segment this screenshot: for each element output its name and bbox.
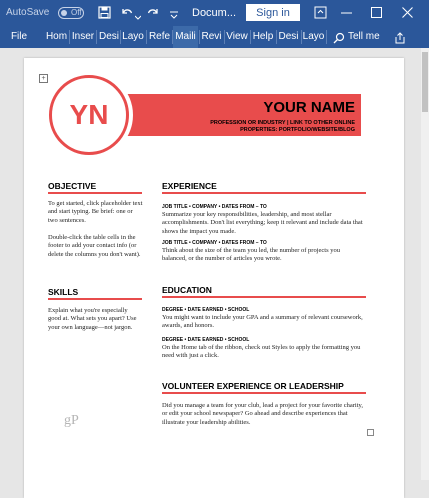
objective-rule (48, 192, 142, 194)
volunteer-heading[interactable]: VOLUNTEER EXPERIENCE OR LEADERSHIP (162, 381, 344, 391)
customize-icon[interactable] (170, 7, 178, 25)
volunteer-rule (162, 392, 366, 394)
properties-line[interactable]: PROPERTIES: PORTFOLIO/WEBSITE/BLOG (240, 127, 355, 133)
tab-separator (146, 30, 147, 44)
objective-heading[interactable]: OBJECTIVE (48, 181, 97, 191)
experience-job-1-text[interactable]: Summarize your key responsibilities, leadership, and most stellar accomplishments. Don't list everything; keep it relevant and include data that shows the impact you made. (162, 211, 363, 235)
autosave-state: Off (71, 8, 82, 17)
scrollbar-thumb[interactable] (422, 52, 428, 112)
search-icon[interactable] (333, 31, 345, 49)
table-resize-handle[interactable] (367, 429, 374, 436)
document-title: Docum... (192, 7, 237, 19)
objective-text[interactable]: To get started, click placeholder text and start typing. Be brief: one or two sentences. (48, 200, 143, 224)
toggle-knob (61, 10, 67, 16)
undo-dropdown-icon[interactable] (135, 8, 141, 26)
autosave-toggle[interactable] (58, 7, 84, 19)
ribbon-display-icon[interactable] (314, 6, 327, 24)
tab-separator (326, 30, 327, 44)
volunteer-text[interactable]: Did you manage a team for your club, lead a project for your favorite charity, or edit your school newspaper? Go ahead and describe experiences that illustrate your leadership abilities. (162, 402, 363, 426)
education-1-title[interactable]: DEGREE • DATE EARNED • SCHOOL (162, 307, 250, 313)
tab-layout[interactable]: Layo (122, 31, 144, 42)
experience-job-2-text[interactable]: Think about the size of the team you led, the number of projects you balanced, or the number of articles you wrote. (162, 247, 340, 263)
table-move-handle-icon[interactable]: + (39, 74, 48, 83)
objective-text-2[interactable]: Double-click the table cells in the footer to add your contact info (or delete the columns you don't want). (48, 234, 141, 258)
resume-name[interactable]: YOUR NAME (263, 99, 355, 116)
close-icon[interactable] (401, 6, 414, 24)
tab-view[interactable]: View (226, 31, 248, 42)
minimize-icon[interactable] (340, 6, 353, 24)
save-icon[interactable] (98, 6, 111, 24)
tab-separator (69, 30, 70, 44)
autosave-label: AutoSave (6, 7, 50, 18)
tab-design[interactable]: Desi (98, 31, 119, 42)
skills-heading[interactable]: SKILLS (48, 287, 79, 297)
skills-rule (48, 298, 142, 300)
tab-separator (96, 30, 97, 44)
tab-table-design[interactable]: Desi (278, 31, 299, 42)
redo-icon[interactable] (146, 6, 160, 24)
experience-job-2-title[interactable]: JOB TITLE • COMPANY • DATES FROM – TO (162, 240, 267, 246)
tab-table-layout[interactable]: Layo (302, 31, 325, 42)
tab-references[interactable]: Refe (148, 31, 171, 42)
education-2-text[interactable]: On the Home tab of the ribbon, check out Styles to apply the formatting you need with just a click. (162, 344, 361, 360)
tab-mailings[interactable]: Maili (173, 26, 198, 48)
tab-review[interactable]: Revi (201, 31, 222, 42)
education-2-title[interactable]: DEGREE • DATE EARNED • SCHOOL (162, 337, 250, 343)
education-heading[interactable]: EDUCATION (162, 285, 212, 295)
profession-line[interactable]: PROFESSION OR INDUSTRY | LINK TO OTHER ONLINE (210, 120, 355, 126)
title-bar (0, 0, 429, 26)
experience-job-1-title[interactable]: JOB TITLE • COMPANY • DATES FROM – TO (162, 204, 267, 210)
watermark: gP (64, 413, 79, 428)
experience-rule (162, 192, 366, 194)
experience-heading[interactable]: EXPERIENCE (162, 181, 217, 191)
undo-icon[interactable] (120, 6, 134, 24)
education-rule (162, 296, 366, 298)
tell-me-search[interactable]: Tell me (348, 31, 380, 42)
tab-file[interactable]: File (10, 31, 28, 42)
ribbon-tab-bar (0, 26, 429, 48)
document-page[interactable] (24, 58, 404, 498)
initials-circle (49, 75, 129, 155)
share-icon[interactable] (394, 31, 406, 49)
tab-insert[interactable]: Inser (71, 31, 95, 42)
tab-help[interactable]: Help (252, 31, 274, 42)
skills-text[interactable]: Explain what you're especially good at. What sets you apart? Use your own language—not jargon. (48, 307, 137, 331)
vertical-scrollbar[interactable] (421, 48, 429, 480)
education-1-text[interactable]: You might want to include your GPA and a summary of relevant coursework, awards, and honors. (162, 314, 363, 330)
initials: YN (69, 99, 109, 130)
maximize-icon[interactable] (370, 6, 383, 24)
sign-in-button[interactable]: Sign in (246, 4, 300, 21)
tab-home[interactable]: Hom (45, 31, 68, 42)
